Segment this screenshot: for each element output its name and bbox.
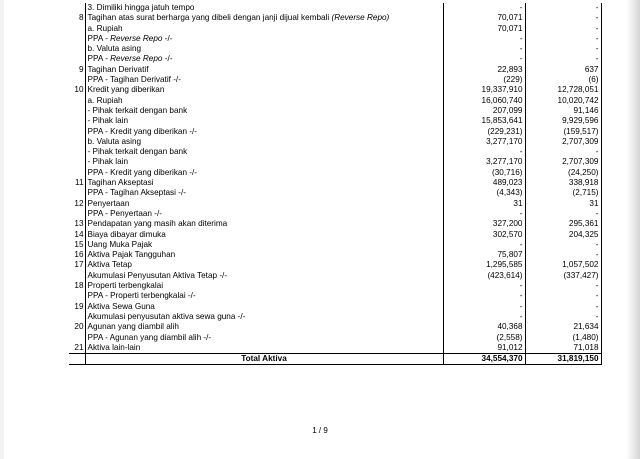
row-number: 10	[69, 85, 85, 95]
row-number: 21	[69, 343, 85, 354]
row-label-italic: (Reverse Repo)	[331, 13, 390, 23]
row-label-text: Agunan yang diambil alih	[87, 322, 179, 332]
row-label	[85, 96, 443, 106]
row-number: 19	[69, 302, 85, 312]
value-current: 31	[443, 199, 525, 209]
row-number: 18	[69, 281, 85, 291]
row-label-text: 3. Dimiliki hingga jatuh tempo	[87, 3, 195, 12]
value-previous: 637	[525, 65, 601, 75]
value-previous: -	[525, 13, 601, 23]
table-row	[69, 147, 601, 157]
table-row	[69, 13, 601, 23]
row-number: 15	[69, 240, 85, 250]
row-label-text: Aktiva lain-lain	[87, 342, 141, 352]
table-row	[69, 127, 601, 137]
value-current: 70,071	[443, 24, 525, 34]
row-label	[85, 75, 443, 85]
row-label-text: Tagihan Derivatif	[87, 64, 149, 74]
row-label	[85, 302, 443, 312]
row-number	[69, 157, 85, 167]
row-label	[85, 137, 443, 147]
row-label	[85, 127, 443, 137]
value-current: 3,277,170	[443, 157, 525, 167]
value-current: (229,231)	[443, 127, 525, 137]
value-current: 3,277,170	[443, 137, 525, 147]
row-label-text: Akumulasi penyusutan aktiva sewa guna -/-	[87, 311, 246, 321]
row-label	[85, 44, 443, 54]
value-current: -	[443, 281, 525, 291]
value-current: (4,343)	[443, 188, 525, 198]
row-label	[85, 322, 443, 332]
page-right-shadow	[626, 0, 640, 459]
value-current: (229)	[443, 75, 525, 85]
value-previous: -	[525, 209, 601, 219]
table-row	[69, 343, 601, 354]
row-number	[69, 291, 85, 301]
row-label	[85, 281, 443, 291]
value-previous: 2,707,309	[525, 157, 601, 167]
value-current: -	[443, 147, 525, 157]
row-label-suffix: -/-	[162, 33, 173, 43]
value-current: -	[443, 54, 525, 64]
row-label-italic: Reverse Repo	[110, 33, 163, 43]
value-current: 16,060,740	[443, 96, 525, 106]
value-previous: -	[525, 312, 601, 322]
value-previous: 338,918	[525, 178, 601, 188]
page-indicator: 1 / 9	[312, 426, 328, 435]
row-label	[85, 116, 443, 126]
value-current: (423,614)	[443, 271, 525, 281]
table-row	[69, 188, 601, 198]
value-current: -	[443, 240, 525, 250]
row-label	[85, 219, 443, 229]
row-label-text: a. Rupiah	[87, 23, 123, 33]
value-previous: (1,480)	[525, 333, 601, 343]
table-row	[69, 260, 601, 270]
value-current: 22,893	[443, 65, 525, 75]
table-row	[69, 106, 601, 116]
row-label	[85, 178, 443, 188]
value-previous: -	[525, 281, 601, 291]
value-previous: 21,634	[525, 322, 601, 332]
value-current: 1,295,585	[443, 260, 525, 270]
value-previous: (337,427)	[525, 271, 601, 281]
row-label-text: Kredit yang diberikan	[87, 85, 165, 95]
row-number	[69, 209, 85, 219]
value-previous: (24,250)	[525, 168, 601, 178]
row-label	[85, 199, 443, 209]
value-previous: 10,020,742	[525, 96, 601, 106]
value-current: (30,716)	[443, 168, 525, 178]
row-label	[85, 260, 443, 270]
row-label-text: b. Valuta asing	[87, 44, 142, 54]
row-label-text: - Pihak lain	[87, 116, 129, 126]
value-previous: 91,146	[525, 106, 601, 116]
row-label-text: PPA - Properti terbengkalai -/-	[87, 291, 196, 301]
table-row	[69, 24, 601, 34]
row-number	[69, 127, 85, 137]
table-row	[69, 333, 601, 343]
table-row	[69, 157, 601, 167]
row-label	[85, 34, 443, 44]
row-label	[85, 147, 443, 157]
table-row	[69, 312, 601, 322]
table-row	[69, 116, 601, 126]
row-label	[85, 343, 443, 354]
value-previous: -	[525, 250, 601, 260]
value-previous: 71,018	[525, 343, 601, 354]
table-row	[69, 209, 601, 219]
table-row	[69, 240, 601, 250]
row-number	[69, 168, 85, 178]
row-number	[69, 116, 85, 126]
value-current: (2,558)	[443, 333, 525, 343]
row-label	[85, 209, 443, 219]
table-row	[69, 271, 601, 281]
row-label-text: Biaya dibayar dimuka	[87, 229, 166, 239]
row-label-text: Tagihan atas surat berharga yang dibeli dengan janji dijual kembali	[87, 13, 330, 23]
table-row	[69, 96, 601, 106]
table-row	[69, 85, 601, 95]
row-number: 9	[69, 65, 85, 75]
row-number: 8	[69, 13, 85, 23]
row-label	[85, 291, 443, 301]
value-previous: -	[525, 147, 601, 157]
row-label	[85, 85, 443, 95]
balance-sheet-body	[69, 3, 601, 365]
value-previous: -	[525, 44, 601, 54]
row-label	[85, 333, 443, 343]
row-label-text: PPA - Tagihan Derivatif -/-	[87, 75, 181, 85]
total-value-current: 34,554,370	[443, 354, 525, 365]
table-row	[69, 291, 601, 301]
table-row	[69, 281, 601, 291]
row-label	[85, 188, 443, 198]
row-label	[85, 13, 443, 23]
value-previous: (2,715)	[525, 188, 601, 198]
row-label	[85, 230, 443, 240]
row-number	[69, 54, 85, 64]
row-label	[85, 312, 443, 322]
table-row	[69, 137, 601, 147]
row-label-text: Uang Muka Pajak	[87, 239, 153, 249]
row-label-text: PPA -	[87, 54, 111, 64]
row-number	[69, 34, 85, 44]
value-current: -	[443, 302, 525, 312]
row-label-text: Tagihan Akseptasi	[87, 178, 154, 188]
total-row	[69, 354, 601, 365]
row-label	[85, 65, 443, 75]
value-current: -	[443, 209, 525, 219]
row-label	[85, 24, 443, 34]
row-number: 20	[69, 322, 85, 332]
value-previous: (159,517)	[525, 127, 601, 137]
total-value-previous: 31,819,150	[525, 354, 601, 365]
table-row	[69, 65, 601, 75]
table-row	[69, 168, 601, 178]
row-label	[85, 157, 443, 167]
table-row	[69, 199, 601, 209]
value-current: -	[443, 3, 525, 13]
row-number	[69, 147, 85, 157]
row-number: 13	[69, 219, 85, 229]
row-label-italic: Reverse Repo	[110, 54, 163, 64]
table-row	[69, 219, 601, 229]
row-label-text: PPA - Penyertaan -/-	[87, 208, 162, 218]
table-row	[69, 322, 601, 332]
row-label-text: Aktiva Sewa Guna	[87, 301, 155, 311]
value-current: 75,807	[443, 250, 525, 260]
row-label-text: a. Rupiah	[87, 95, 123, 105]
row-label-text: Akumulasi Penyusutan Aktiva Tetap -/-	[87, 270, 228, 280]
row-number: 14	[69, 230, 85, 240]
row-label-text: PPA - Agunan yang diambil alih -/-	[87, 332, 212, 342]
table-row	[69, 3, 601, 13]
value-previous: 204,325	[525, 230, 601, 240]
row-number	[69, 24, 85, 34]
row-number	[69, 44, 85, 54]
value-previous: -	[525, 34, 601, 44]
table-row	[69, 75, 601, 85]
row-number: 12	[69, 199, 85, 209]
row-label	[85, 168, 443, 178]
row-number	[69, 96, 85, 106]
row-number: 16	[69, 250, 85, 260]
balance-sheet-table	[69, 3, 602, 365]
value-previous: 9,929,596	[525, 116, 601, 126]
row-label-suffix: -/-	[162, 54, 173, 64]
value-current: 15,853,641	[443, 116, 525, 126]
row-label-text: - Pihak terkait dengan bank	[87, 147, 188, 157]
value-current: -	[443, 312, 525, 322]
row-number	[69, 106, 85, 116]
table-row	[69, 44, 601, 54]
value-current: 327,200	[443, 219, 525, 229]
row-label-text: - Pihak terkait dengan bank	[87, 105, 188, 115]
value-current: 19,337,910	[443, 85, 525, 95]
value-previous: -	[525, 54, 601, 64]
value-current: 70,071	[443, 13, 525, 23]
row-number	[69, 3, 85, 13]
row-number	[69, 137, 85, 147]
row-number	[69, 271, 85, 281]
row-label	[85, 3, 443, 13]
row-number: 17	[69, 260, 85, 270]
table-row	[69, 230, 601, 240]
value-previous: -	[525, 302, 601, 312]
value-previous: -	[525, 240, 601, 250]
value-previous: -	[525, 24, 601, 34]
value-previous: 1,057,502	[525, 260, 601, 270]
row-label-text: - Pihak lain	[87, 157, 129, 167]
row-label-text: b. Valuta asing	[87, 136, 142, 146]
value-current: 489,023	[443, 178, 525, 188]
row-label-text: PPA - Kredit yang diberikan -/-	[87, 167, 198, 177]
row-label	[85, 106, 443, 116]
row-label-text: PPA - Kredit yang diberikan -/-	[87, 126, 198, 136]
row-label-text: PPA -	[87, 33, 111, 43]
row-number	[69, 188, 85, 198]
value-previous: (6)	[525, 75, 601, 85]
total-label: Total Aktiva	[85, 354, 443, 365]
page-left-edge	[0, 0, 4, 459]
row-label	[85, 250, 443, 260]
value-previous: -	[525, 3, 601, 13]
table-row	[69, 34, 601, 44]
row-number	[69, 75, 85, 85]
row-label-text: PPA - Tagihan Akseptasi -/-	[87, 188, 186, 198]
value-previous: 2,707,309	[525, 137, 601, 147]
value-current: -	[443, 34, 525, 44]
row-label-text: Properti terbengkalai	[87, 281, 164, 291]
value-current: 302,570	[443, 230, 525, 240]
row-label-text: Penyertaan	[87, 198, 130, 208]
value-current: -	[443, 44, 525, 54]
table-row	[69, 178, 601, 188]
row-number: 11	[69, 178, 85, 188]
value-previous: 31	[525, 199, 601, 209]
value-current: 207,099	[443, 106, 525, 116]
total-number	[69, 354, 85, 365]
value-current: -	[443, 291, 525, 301]
row-label-text: Pendapatan yang masih akan diterima	[87, 219, 228, 229]
row-label	[85, 54, 443, 64]
row-label	[85, 271, 443, 281]
row-label-text: Aktiva Tetap	[87, 260, 132, 270]
row-label	[85, 240, 443, 250]
table-row	[69, 302, 601, 312]
table-row	[69, 250, 601, 260]
row-label-text: Aktiva Pajak Tangguhan	[87, 250, 176, 260]
value-previous: -	[525, 291, 601, 301]
value-current: 91,012	[443, 343, 525, 354]
value-current: 40,368	[443, 322, 525, 332]
value-previous: 12,728,051	[525, 85, 601, 95]
table-row	[69, 54, 601, 64]
value-previous: 295,361	[525, 219, 601, 229]
row-number	[69, 312, 85, 322]
row-number	[69, 333, 85, 343]
